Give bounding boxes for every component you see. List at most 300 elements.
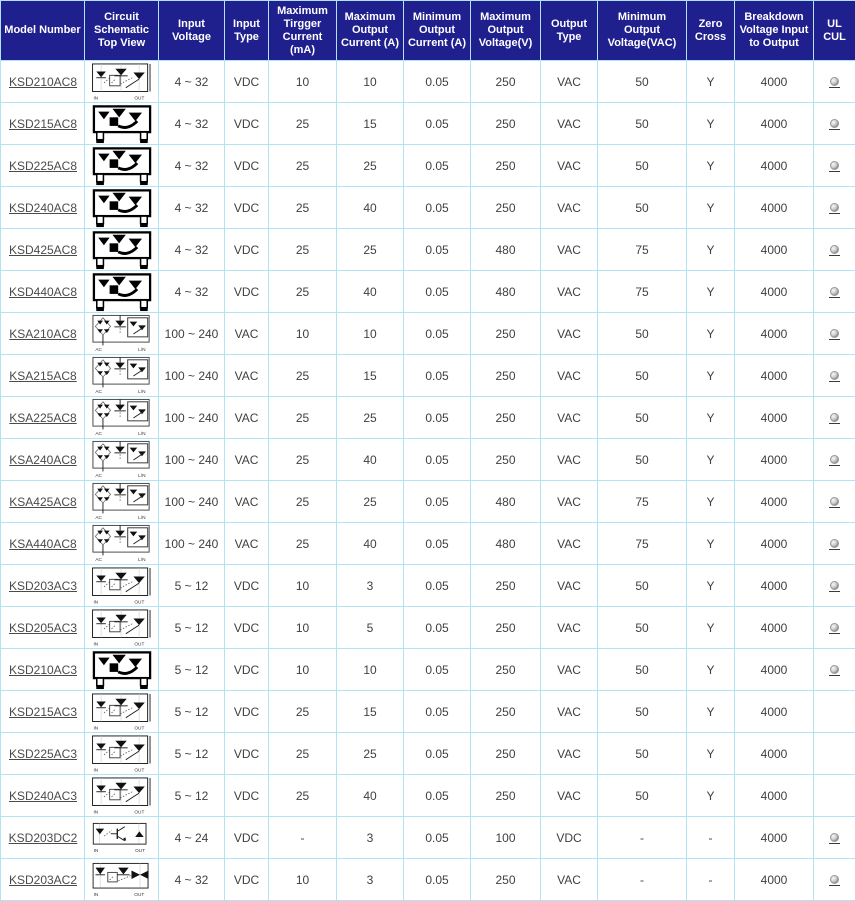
- table-row: [1, 61, 855, 103]
- cell-min-output-current-a: 0.05: [404, 817, 471, 859]
- ul-certificate-link[interactable]: [829, 539, 840, 550]
- cell-min-output-voltage-vac: 75: [598, 523, 687, 565]
- bridge-input-schematic-icon: [91, 524, 153, 564]
- cell-circuit-schematic: [85, 61, 159, 103]
- model-number-link[interactable]: KSA440AC8: [9, 537, 76, 551]
- cell-ul-cul: [814, 103, 855, 145]
- cell-output-type: VAC: [541, 313, 598, 355]
- triac-package-dark-schematic-icon: [91, 188, 153, 228]
- cell-input-type: VDC: [225, 145, 269, 187]
- table-row: [1, 859, 855, 901]
- cell-input-type: VAC: [225, 397, 269, 439]
- cell-max-output-current-a: 5: [337, 607, 404, 649]
- model-number-link[interactable]: KSD210AC8: [9, 75, 77, 89]
- cell-ul-cul: [814, 397, 855, 439]
- cell-output-type: VAC: [541, 103, 598, 145]
- cell-input-type: VDC: [225, 61, 269, 103]
- svg-text:IN: IN: [93, 848, 98, 853]
- cell-breakdown-voltage: 4000: [735, 523, 814, 565]
- cell-ul-cul: [814, 145, 855, 187]
- triac-light-schematic-icon: [91, 693, 153, 731]
- cell-min-output-voltage-vac: -: [598, 859, 687, 901]
- cell-min-output-current-a: 0.05: [404, 523, 471, 565]
- model-number-link[interactable]: KSD203AC2: [9, 873, 77, 887]
- cell-ul-cul: [814, 313, 855, 355]
- model-number-link[interactable]: KSA215AC8: [9, 369, 76, 383]
- cell-zero-cross: Y: [687, 607, 735, 649]
- triac-light-schematic-icon: [91, 777, 153, 815]
- cell-max-output-voltage-v: 250: [471, 439, 541, 481]
- cell-circuit-schematic: [85, 607, 159, 649]
- cell-input-type: VAC: [225, 355, 269, 397]
- cell-max-output-voltage-v: 250: [471, 187, 541, 229]
- cell-input-voltage: 5 ~ 12: [159, 565, 225, 607]
- cell-input-type: VDC: [225, 103, 269, 145]
- cell-max-output-voltage-v: 250: [471, 733, 541, 775]
- cell-min-output-current-a: 0.05: [404, 733, 471, 775]
- cell-min-output-current-a: 0.05: [404, 481, 471, 523]
- cell-ul-cul: [814, 523, 855, 565]
- table-row: [1, 649, 855, 691]
- cell-min-output-voltage-vac: 50: [598, 775, 687, 817]
- column-header-breakdown-voltage-input-to-output: Breakdown Voltage Input to Output: [735, 1, 814, 61]
- cell-max-output-voltage-v: 250: [471, 61, 541, 103]
- cell-max-output-current-a: 40: [337, 775, 404, 817]
- column-header-input-voltage: Input Voltage: [159, 1, 225, 61]
- cell-circuit-schematic: [85, 271, 159, 313]
- cell-ul-cul: [814, 187, 855, 229]
- cell-output-type: VDC: [541, 817, 598, 859]
- cell-model-number: [1, 565, 85, 607]
- model-number-link[interactable]: KSD203AC3: [9, 579, 77, 593]
- cell-min-output-current-a: 0.05: [404, 565, 471, 607]
- cell-breakdown-voltage: 4000: [735, 607, 814, 649]
- cell-circuit-schematic: [85, 817, 159, 859]
- triac-package-dark-schematic-icon: [91, 650, 153, 690]
- cell-max-trigger-ma: 25: [269, 439, 337, 481]
- model-number-link[interactable]: KSD225AC3: [9, 747, 77, 761]
- cell-input-voltage: 4 ~ 32: [159, 859, 225, 901]
- cell-min-output-current-a: 0.05: [404, 607, 471, 649]
- model-number-link[interactable]: KSD225AC8: [9, 159, 77, 173]
- cell-circuit-schematic: [85, 649, 159, 691]
- model-number-link[interactable]: KSD215AC3: [9, 705, 77, 719]
- cell-max-output-voltage-v: 250: [471, 691, 541, 733]
- cell-input-type: VAC: [225, 481, 269, 523]
- table-row: [1, 775, 855, 817]
- cell-output-type: VAC: [541, 229, 598, 271]
- cell-model-number: [1, 397, 85, 439]
- cell-output-type: VAC: [541, 397, 598, 439]
- cell-min-output-voltage-vac: 50: [598, 103, 687, 145]
- ul-certificate-link[interactable]: [829, 119, 840, 130]
- triac-ac2-schematic-icon: [91, 862, 153, 898]
- svg-text:AC: AC: [95, 347, 102, 353]
- cell-max-output-current-a: 25: [337, 481, 404, 523]
- cell-input-voltage: 4 ~ 32: [159, 103, 225, 145]
- cell-zero-cross: Y: [687, 649, 735, 691]
- cell-ul-cul: [814, 439, 855, 481]
- cell-input-voltage: 4 ~ 32: [159, 271, 225, 313]
- cell-breakdown-voltage: 4000: [735, 103, 814, 145]
- cell-input-type: VAC: [225, 439, 269, 481]
- cell-ul-cul: [814, 355, 855, 397]
- cell-input-type: VAC: [225, 313, 269, 355]
- svg-text:IN: IN: [93, 641, 98, 646]
- cell-input-type: VAC: [225, 523, 269, 565]
- svg-text:IN: IN: [93, 767, 98, 772]
- ul-badge-icon: [830, 203, 839, 212]
- model-number-link[interactable]: KSA425AC8: [9, 495, 76, 509]
- model-number-link[interactable]: KSD203DC2: [9, 831, 78, 845]
- svg-text:OUT: OUT: [135, 848, 145, 853]
- cell-zero-cross: Y: [687, 355, 735, 397]
- model-number-link[interactable]: KSD240AC3: [9, 789, 77, 803]
- cell-max-output-voltage-v: 250: [471, 145, 541, 187]
- model-number-link[interactable]: KSD240AC8: [9, 201, 77, 215]
- column-header-minimum-output-voltage-vac: Minimum Output Voltage(VAC): [598, 1, 687, 61]
- cell-output-type: VAC: [541, 481, 598, 523]
- column-header-output-type: Output Type: [541, 1, 598, 61]
- ul-badge-icon: [830, 875, 839, 884]
- cell-zero-cross: Y: [687, 397, 735, 439]
- cell-min-output-voltage-vac: 75: [598, 481, 687, 523]
- ul-certificate-link[interactable]: [829, 581, 840, 592]
- ul-certificate-link[interactable]: [829, 413, 840, 424]
- cell-min-output-current-a: 0.05: [404, 187, 471, 229]
- cell-max-trigger-ma: 25: [269, 397, 337, 439]
- cell-model-number: [1, 103, 85, 145]
- svg-text:IN: IN: [93, 725, 98, 730]
- cell-model-number: [1, 691, 85, 733]
- model-number-link[interactable]: KSA225AC8: [9, 411, 76, 425]
- cell-max-trigger-ma: 25: [269, 691, 337, 733]
- svg-text:L/N: L/N: [138, 389, 146, 395]
- cell-input-voltage: 5 ~ 12: [159, 733, 225, 775]
- cell-max-output-current-a: 40: [337, 271, 404, 313]
- ul-badge-icon: [830, 623, 839, 632]
- column-header-zero-cross: Zero Cross: [687, 1, 735, 61]
- cell-ul-cul: [814, 61, 855, 103]
- cell-zero-cross: Y: [687, 775, 735, 817]
- cell-zero-cross: Y: [687, 103, 735, 145]
- cell-circuit-schematic: [85, 439, 159, 481]
- cell-circuit-schematic: [85, 523, 159, 565]
- cell-breakdown-voltage: 4000: [735, 817, 814, 859]
- triac-package-dark-schematic-icon: [91, 272, 153, 312]
- cell-zero-cross: Y: [687, 271, 735, 313]
- cell-output-type: VAC: [541, 649, 598, 691]
- cell-output-type: VAC: [541, 691, 598, 733]
- triac-package-dark-schematic-icon: [91, 104, 153, 144]
- ul-certificate-link[interactable]: [829, 833, 840, 844]
- triac-package-dark-schematic-icon: [91, 230, 153, 270]
- cell-input-voltage: 100 ~ 240: [159, 523, 225, 565]
- cell-max-output-current-a: 40: [337, 523, 404, 565]
- ul-certificate-link[interactable]: [829, 623, 840, 634]
- cell-input-type: VDC: [225, 859, 269, 901]
- cell-max-trigger-ma: 25: [269, 229, 337, 271]
- cell-min-output-current-a: 0.05: [404, 859, 471, 901]
- cell-input-voltage: 5 ~ 12: [159, 775, 225, 817]
- cell-ul-cul: [814, 229, 855, 271]
- cell-max-output-voltage-v: 250: [471, 565, 541, 607]
- cell-max-trigger-ma: 25: [269, 271, 337, 313]
- cell-min-output-current-a: 0.05: [404, 271, 471, 313]
- cell-model-number: [1, 313, 85, 355]
- cell-ul-cul: [814, 649, 855, 691]
- svg-text:AC: AC: [95, 557, 102, 563]
- cell-breakdown-voltage: 4000: [735, 61, 814, 103]
- cell-max-output-voltage-v: 250: [471, 313, 541, 355]
- cell-ul-cul: [814, 859, 855, 901]
- ul-certificate-link[interactable]: [829, 371, 840, 382]
- cell-max-output-current-a: 40: [337, 439, 404, 481]
- cell-output-type: VAC: [541, 61, 598, 103]
- cell-min-output-voltage-vac: 50: [598, 733, 687, 775]
- triac-package-dark-schematic-icon: [91, 146, 153, 186]
- cell-input-type: VDC: [225, 607, 269, 649]
- cell-max-output-voltage-v: 250: [471, 859, 541, 901]
- model-number-link[interactable]: KSD210AC3: [9, 663, 77, 677]
- cell-max-output-current-a: 25: [337, 229, 404, 271]
- cell-circuit-schematic: [85, 775, 159, 817]
- cell-min-output-voltage-vac: 50: [598, 355, 687, 397]
- cell-zero-cross: Y: [687, 145, 735, 187]
- cell-max-trigger-ma: -: [269, 817, 337, 859]
- svg-text:L/N: L/N: [138, 515, 146, 521]
- svg-text:AC: AC: [95, 389, 102, 395]
- cell-max-trigger-ma: 25: [269, 187, 337, 229]
- cell-breakdown-voltage: 4000: [735, 775, 814, 817]
- ul-badge-icon: [830, 119, 839, 128]
- cell-max-trigger-ma: 25: [269, 733, 337, 775]
- cell-model-number: [1, 733, 85, 775]
- cell-input-type: VDC: [225, 691, 269, 733]
- cell-input-type: VDC: [225, 649, 269, 691]
- model-number-link[interactable]: KSD425AC8: [9, 243, 77, 257]
- cell-input-type: VDC: [225, 271, 269, 313]
- svg-text:IN: IN: [93, 95, 98, 100]
- svg-text:AC: AC: [95, 515, 102, 521]
- ul-badge-icon: [830, 539, 839, 548]
- svg-text:AC: AC: [95, 431, 102, 437]
- cell-zero-cross: Y: [687, 187, 735, 229]
- cell-input-type: VDC: [225, 733, 269, 775]
- table-row: [1, 733, 855, 775]
- cell-input-voltage: 4 ~ 24: [159, 817, 225, 859]
- cell-circuit-schematic: [85, 355, 159, 397]
- cell-max-output-current-a: 3: [337, 565, 404, 607]
- cell-min-output-voltage-vac: 50: [598, 187, 687, 229]
- triac-light-schematic-icon: [91, 735, 153, 773]
- bridge-input-schematic-icon: [91, 440, 153, 480]
- svg-text:OUT: OUT: [134, 767, 144, 772]
- svg-text:OUT: OUT: [134, 892, 144, 898]
- cell-ul-cul: [814, 817, 855, 859]
- cell-min-output-voltage-vac: 75: [598, 229, 687, 271]
- cell-min-output-current-a: 0.05: [404, 397, 471, 439]
- cell-min-output-voltage-vac: 50: [598, 313, 687, 355]
- svg-text:OUT: OUT: [134, 95, 144, 100]
- cell-input-type: VDC: [225, 817, 269, 859]
- cell-min-output-voltage-vac: 50: [598, 145, 687, 187]
- ul-certificate-link[interactable]: [829, 203, 840, 214]
- cell-model-number: [1, 523, 85, 565]
- svg-text:IN: IN: [93, 809, 98, 814]
- ul-certificate-link[interactable]: [829, 287, 840, 298]
- table-row: [1, 439, 855, 481]
- cell-ul-cul: [814, 271, 855, 313]
- ul-badge-icon: [830, 833, 839, 842]
- cell-output-type: VAC: [541, 523, 598, 565]
- ul-certificate-link[interactable]: [829, 329, 840, 340]
- ul-certificate-link[interactable]: [829, 77, 840, 88]
- triac-light-schematic-icon: [91, 63, 153, 101]
- cell-circuit-schematic: [85, 229, 159, 271]
- cell-min-output-current-a: 0.05: [404, 691, 471, 733]
- ul-certificate-link[interactable]: [829, 497, 840, 508]
- model-number-link[interactable]: KSA240AC8: [9, 453, 76, 467]
- cell-zero-cross: -: [687, 859, 735, 901]
- cell-max-output-current-a: 25: [337, 397, 404, 439]
- cell-input-voltage: 100 ~ 240: [159, 313, 225, 355]
- cell-input-voltage: 4 ~ 32: [159, 229, 225, 271]
- ul-badge-icon: [830, 161, 839, 170]
- table-row: [1, 145, 855, 187]
- table-row: [1, 565, 855, 607]
- cell-min-output-voltage-vac: 50: [598, 565, 687, 607]
- cell-output-type: VAC: [541, 355, 598, 397]
- cell-circuit-schematic: [85, 733, 159, 775]
- cell-output-type: VAC: [541, 775, 598, 817]
- cell-min-output-current-a: 0.05: [404, 313, 471, 355]
- table-row: [1, 271, 855, 313]
- ul-badge-icon: [830, 329, 839, 338]
- cell-min-output-voltage-vac: 50: [598, 607, 687, 649]
- ul-certificate-link[interactable]: [829, 245, 840, 256]
- cell-max-trigger-ma: 10: [269, 313, 337, 355]
- cell-model-number: [1, 271, 85, 313]
- table-row: [1, 313, 855, 355]
- table-row: [1, 607, 855, 649]
- cell-output-type: VAC: [541, 439, 598, 481]
- model-number-link[interactable]: KSD440AC8: [9, 285, 77, 299]
- bridge-input-schematic-icon: [91, 314, 153, 354]
- svg-text:OUT: OUT: [134, 641, 144, 646]
- ul-certificate-link[interactable]: [829, 665, 840, 676]
- cell-input-voltage: 100 ~ 240: [159, 355, 225, 397]
- cell-min-output-current-a: 0.05: [404, 355, 471, 397]
- cell-zero-cross: Y: [687, 229, 735, 271]
- cell-model-number: [1, 355, 85, 397]
- cell-model-number: [1, 145, 85, 187]
- cell-max-output-voltage-v: 250: [471, 355, 541, 397]
- cell-min-output-voltage-vac: 50: [598, 397, 687, 439]
- cell-model-number: [1, 187, 85, 229]
- cell-model-number: [1, 439, 85, 481]
- table-row: [1, 103, 855, 145]
- cell-circuit-schematic: [85, 481, 159, 523]
- cell-max-output-current-a: 15: [337, 103, 404, 145]
- cell-min-output-current-a: 0.05: [404, 103, 471, 145]
- cell-max-output-voltage-v: 480: [471, 229, 541, 271]
- cell-breakdown-voltage: 4000: [735, 271, 814, 313]
- model-number-link[interactable]: KSA210AC8: [9, 327, 76, 341]
- cell-max-trigger-ma: 10: [269, 649, 337, 691]
- cell-min-output-voltage-vac: 50: [598, 649, 687, 691]
- cell-input-voltage: 4 ~ 32: [159, 145, 225, 187]
- cell-input-voltage: 4 ~ 32: [159, 61, 225, 103]
- cell-min-output-current-a: 0.05: [404, 145, 471, 187]
- table-row: [1, 355, 855, 397]
- ul-certificate-link[interactable]: [829, 455, 840, 466]
- cell-max-output-current-a: 15: [337, 691, 404, 733]
- cell-circuit-schematic: [85, 187, 159, 229]
- ul-badge-icon: [830, 371, 839, 380]
- ul-badge-icon: [830, 287, 839, 296]
- column-header-input-type: Input Type: [225, 1, 269, 61]
- model-number-link[interactable]: KSD215AC8: [9, 117, 77, 131]
- cell-max-trigger-ma: 10: [269, 565, 337, 607]
- cell-min-output-current-a: 0.05: [404, 61, 471, 103]
- cell-max-output-current-a: 40: [337, 187, 404, 229]
- ul-badge-icon: [830, 77, 839, 86]
- cell-max-trigger-ma: 25: [269, 355, 337, 397]
- cell-ul-cul: [814, 775, 855, 817]
- bridge-input-schematic-icon: [91, 356, 153, 396]
- ul-badge-icon: [830, 497, 839, 506]
- cell-circuit-schematic: [85, 397, 159, 439]
- cell-max-output-current-a: 3: [337, 817, 404, 859]
- cell-input-type: VDC: [225, 187, 269, 229]
- cell-output-type: VAC: [541, 565, 598, 607]
- cell-breakdown-voltage: 4000: [735, 187, 814, 229]
- ul-certificate-link[interactable]: [829, 161, 840, 172]
- column-header-maximum-tirgger-current-ma: Maximum Tirgger Current (mA): [269, 1, 337, 61]
- cell-input-voltage: 5 ~ 12: [159, 649, 225, 691]
- cell-ul-cul: [814, 691, 855, 733]
- cell-circuit-schematic: [85, 313, 159, 355]
- cell-zero-cross: Y: [687, 313, 735, 355]
- cell-model-number: [1, 481, 85, 523]
- cell-max-trigger-ma: 10: [269, 859, 337, 901]
- cell-max-output-voltage-v: 250: [471, 649, 541, 691]
- cell-max-trigger-ma: 10: [269, 607, 337, 649]
- cell-output-type: VAC: [541, 859, 598, 901]
- cell-max-output-current-a: 10: [337, 61, 404, 103]
- cell-circuit-schematic: [85, 565, 159, 607]
- cell-output-type: VAC: [541, 187, 598, 229]
- cell-breakdown-voltage: 4000: [735, 355, 814, 397]
- cell-min-output-current-a: 0.05: [404, 439, 471, 481]
- cell-breakdown-voltage: 4000: [735, 313, 814, 355]
- cell-input-type: VDC: [225, 229, 269, 271]
- cell-breakdown-voltage: 4000: [735, 397, 814, 439]
- svg-text:AC: AC: [95, 473, 102, 479]
- cell-zero-cross: Y: [687, 733, 735, 775]
- model-number-link[interactable]: KSD205AC3: [9, 621, 77, 635]
- cell-model-number: [1, 775, 85, 817]
- cell-max-output-current-a: 10: [337, 649, 404, 691]
- triac-light-schematic-icon: [91, 609, 153, 647]
- svg-text:OUT: OUT: [134, 599, 144, 604]
- triac-light-schematic-icon: [91, 567, 153, 605]
- cell-max-output-current-a: 15: [337, 355, 404, 397]
- column-header-maximum-output-voltage-v: Maximum Output Voltage(V): [471, 1, 541, 61]
- bridge-input-schematic-icon: [91, 398, 153, 438]
- cell-input-type: VDC: [225, 775, 269, 817]
